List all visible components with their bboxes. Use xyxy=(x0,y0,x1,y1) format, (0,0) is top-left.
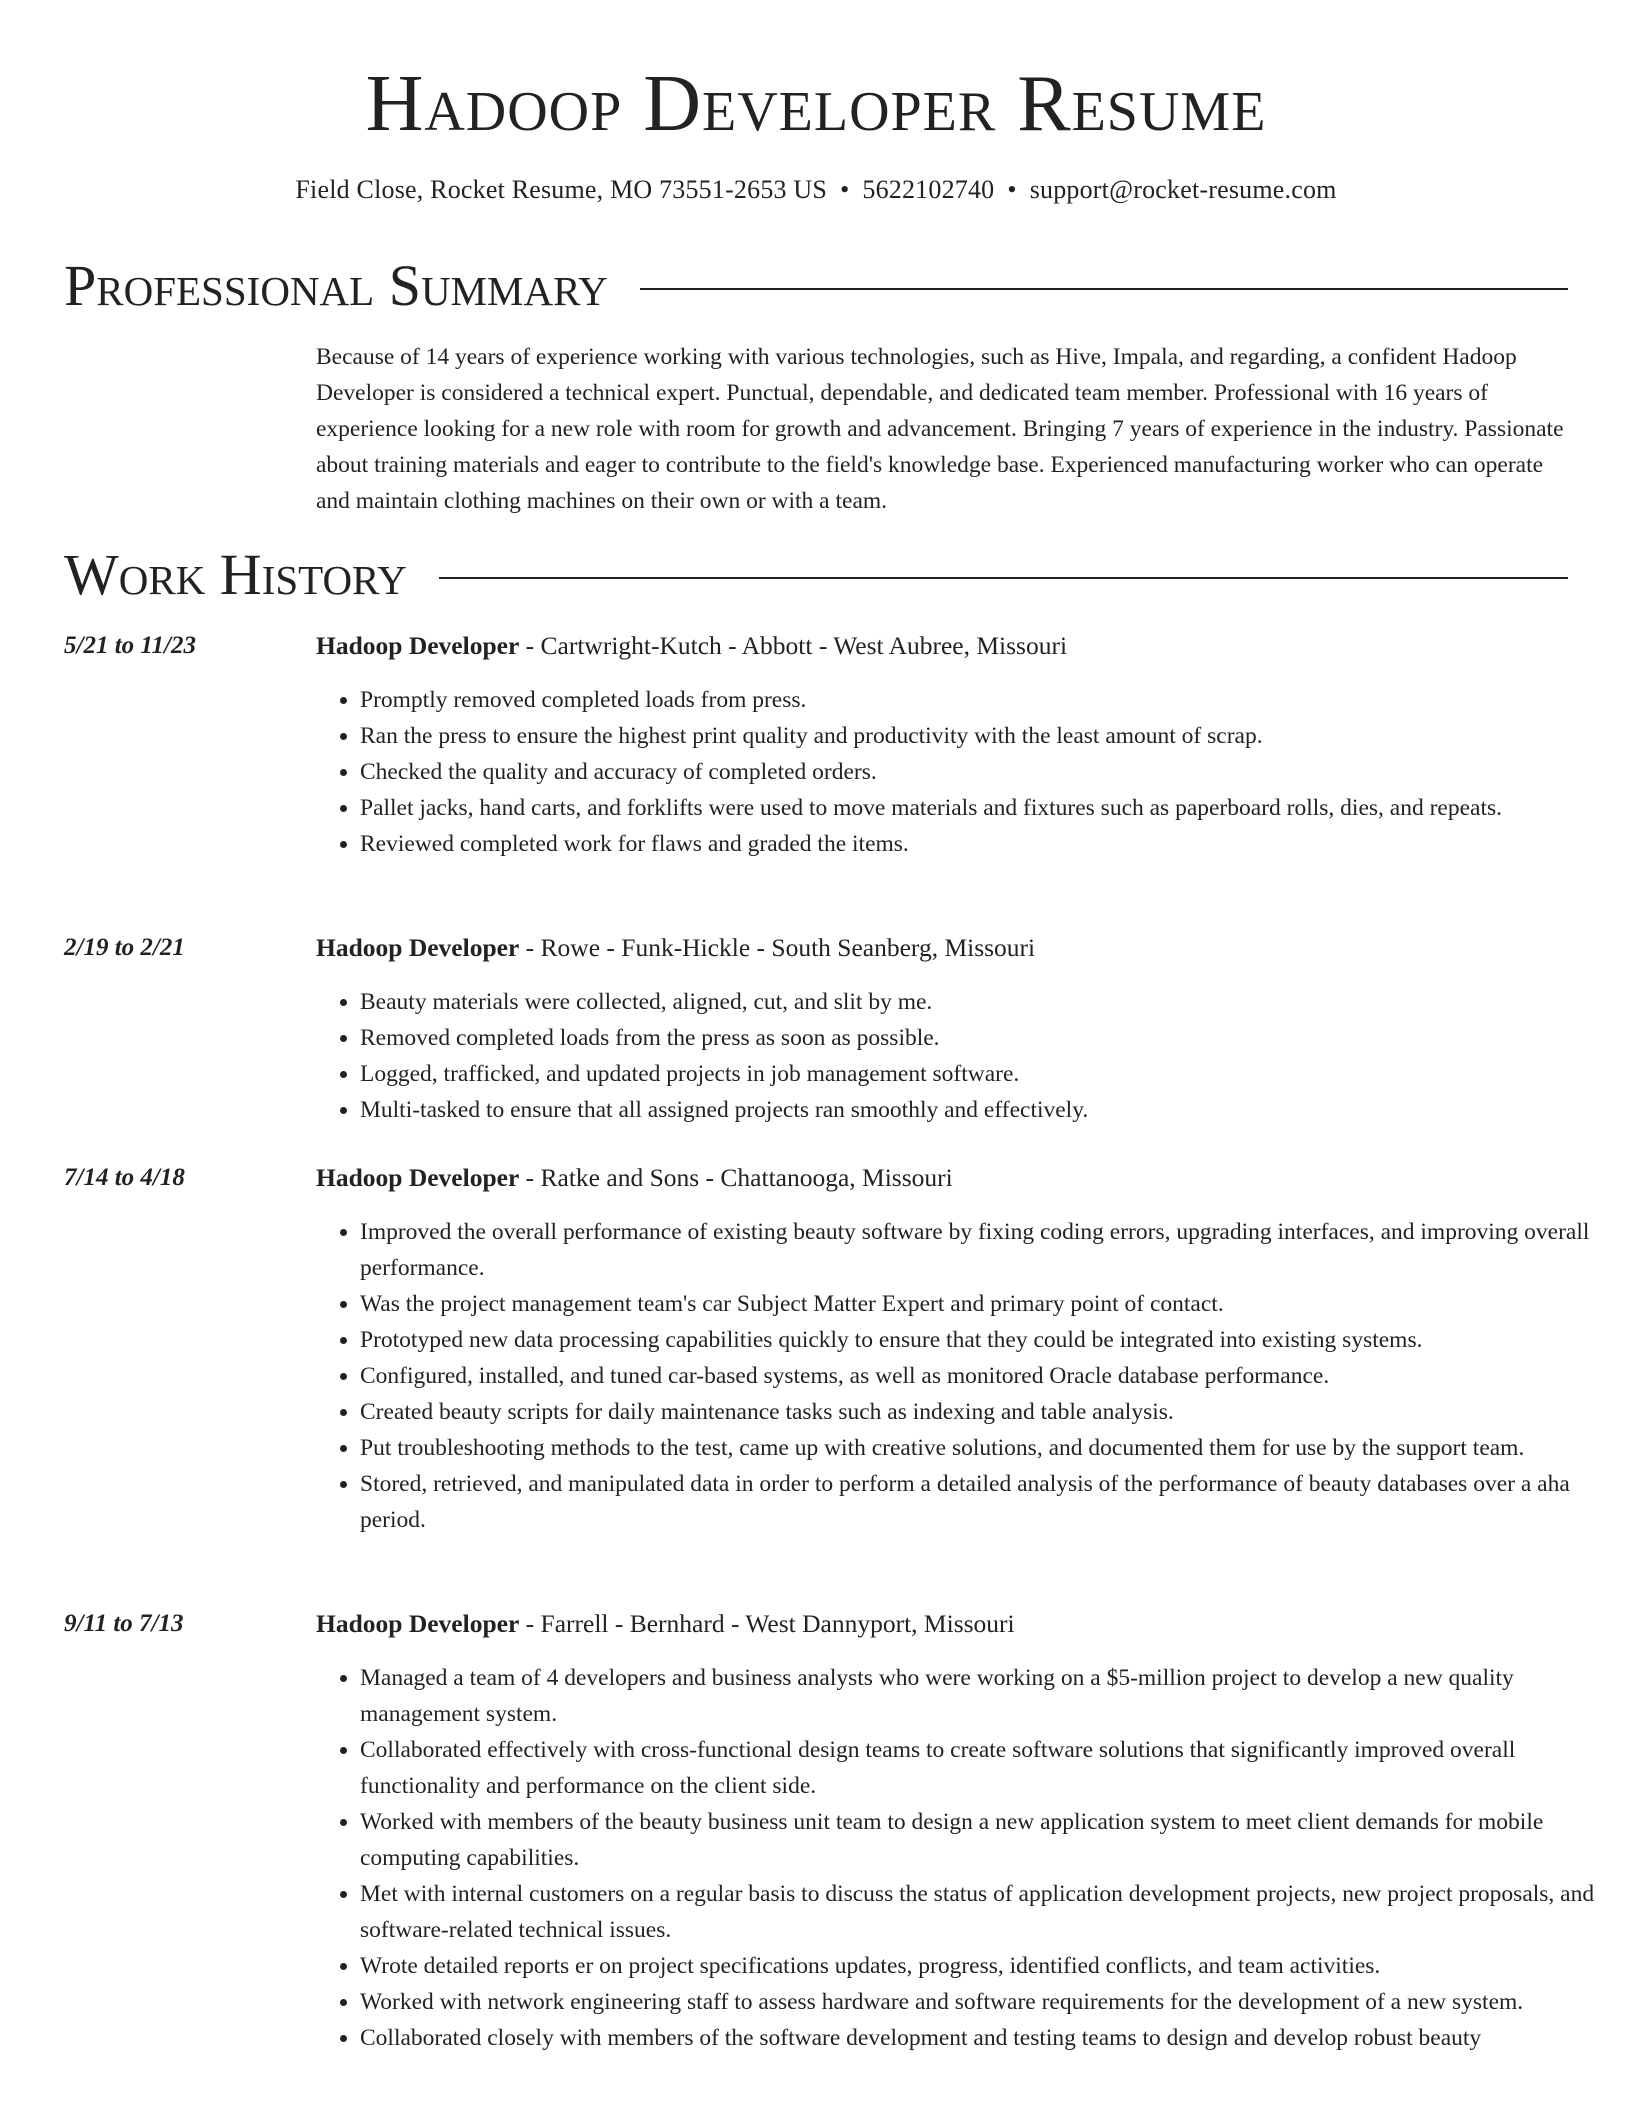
section-divider xyxy=(640,288,1568,290)
job-bullets xyxy=(316,1214,1616,1538)
job-header xyxy=(316,628,1067,664)
contact-separator: • xyxy=(840,175,850,204)
summary-text: Because of 14 years of experience working with various technologies, such as Hive, Impala, and regarding, a confident Hadoop Developer is considered a technical expert. Punctual, dependable, and dedicated team member. Professional with 16 years of experience looking for a new role with room for growth and advancement. Bringing 7 years of experience in the industry. Passionate about training materials and eager to contribute to the field's knowledge base. Experienced manufacturing worker who can operate and maintain clothing machines on their own or with a team. xyxy=(316,344,1564,514)
job-bullet: • Stored, retrieved, and manipulated data in order to perform a detailed analysis of the performance of beauty databases over a aha period. xyxy=(360,1466,1616,1538)
job-role: Hadoop Developer xyxy=(316,1609,520,1638)
job-bullet: • Wrote detailed reports er on project specifications updates, progress, identified conflicts, and team activities. xyxy=(360,1948,1616,1984)
job-bullet: • Configured, installed, and tuned car-based systems, as well as monitored Oracle database performance. xyxy=(360,1358,1616,1394)
job-bullet: • Ran the press to ensure the highest print quality and productivity with the least amount of scrap. xyxy=(360,718,1616,754)
job-dates: 2/19 to 2/21 xyxy=(64,934,185,961)
contact-email[interactable]: support@rocket-resume.com xyxy=(1029,175,1337,204)
job-bullet: • Reviewed completed work for flaws and graded the items. xyxy=(360,826,1616,862)
job-bullet: • Pallet jacks, hand carts, and forklifts were used to move materials and fixtures such as paperboard rolls, dies, and repeats. xyxy=(360,790,1616,826)
job-bullet: • Checked the quality and accuracy of completed orders. xyxy=(360,754,1616,790)
job-bullet: • Created beauty scripts for daily maintenance tasks such as indexing and table analysis. xyxy=(360,1394,1616,1430)
work-heading: Work History xyxy=(64,542,407,607)
job-bullet: • Multi-tasked to ensure that all assigned projects ran smoothly and effectively. xyxy=(360,1092,1616,1128)
job-details: - Farrell - Bernhard - West Dannyport, Missouri xyxy=(519,1609,1015,1638)
job-bullet: • Met with internal customers on a regular basis to discuss the status of application development projects, new project proposals, and software-related technical issues. xyxy=(360,1876,1616,1948)
job-details: - Ratke and Sons - Chattanooga, Missouri xyxy=(519,1163,953,1192)
job-bullet: • Was the project management team's car Subject Matter Expert and primary point of contact. xyxy=(360,1286,1616,1322)
job-bullet: • Collaborated closely with members of the software development and testing teams to design and develop robust beauty xyxy=(360,2020,1616,2056)
job-header xyxy=(316,930,1035,966)
job-header xyxy=(316,1606,1015,1642)
job-dates: 5/21 to 11/23 xyxy=(64,632,196,659)
work-section-header xyxy=(64,542,1568,608)
job-dates: 7/14 to 4/18 xyxy=(64,1164,185,1191)
job-bullet: • Collaborated effectively with cross-functional design teams to create software solutions that significantly improved overall functionality and performance on the client side. xyxy=(360,1732,1616,1804)
summary-heading: Professional Summary xyxy=(64,253,608,318)
job-bullet: • Removed completed loads from the press as soon as possible. xyxy=(360,1020,1616,1056)
job-bullet: • Prototyped new data processing capabilities quickly to ensure that they could be integrated into existing systems. xyxy=(360,1322,1616,1358)
job-role: Hadoop Developer xyxy=(316,1163,520,1192)
job-bullets xyxy=(316,682,1616,862)
job-bullet: • Beauty materials were collected, aligned, cut, and slit by me. xyxy=(360,984,1616,1020)
job-bullet: • Logged, trafficked, and updated projects in job management software. xyxy=(360,1056,1616,1092)
contact-separator: • xyxy=(1007,175,1017,204)
job-details: - Rowe - Funk-Hickle - South Seanberg, Missouri xyxy=(519,933,1036,962)
job-bullets xyxy=(316,1660,1616,2056)
job-dates: 9/11 to 7/13 xyxy=(64,1610,184,1637)
job-details: - Cartwright-Kutch - Abbott - West Aubree, Missouri xyxy=(519,631,1068,660)
resume-title: Hadoop Developer Resume xyxy=(365,60,1267,148)
section-divider xyxy=(439,577,1568,579)
job-bullet: • Improved the overall performance of existing beauty software by fixing coding errors, upgrading interfaces, and improving overall performance. xyxy=(360,1214,1616,1286)
job-role: Hadoop Developer xyxy=(316,933,520,962)
job-bullets xyxy=(316,984,1616,1128)
job-bullet: • Put troubleshooting methods to the test, came up with creative solutions, and documented them for use by the support team. xyxy=(360,1430,1616,1466)
job-header xyxy=(316,1160,953,1196)
job-bullet: • Managed a team of 4 developers and business analysts who were working on a $5-million project to develop a new quality management system. xyxy=(360,1660,1616,1732)
job-bullet: • Worked with members of the beauty business unit team to design a new application system to meet client demands for mobile computing capabilities. xyxy=(360,1804,1616,1876)
job-role: Hadoop Developer xyxy=(316,631,520,660)
contact-phone: 5622102740 xyxy=(862,175,995,204)
contact-line xyxy=(0,173,1632,207)
job-bullet: • Promptly removed completed loads from press. xyxy=(360,682,1616,718)
summary-section-header xyxy=(64,253,1568,319)
job-bullet: • Worked with network engineering staff to assess hardware and software requirements for the development of a new system. xyxy=(360,1984,1616,2020)
contact-address: Field Close, Rocket Resume, MO 73551-2653 US xyxy=(295,175,828,204)
